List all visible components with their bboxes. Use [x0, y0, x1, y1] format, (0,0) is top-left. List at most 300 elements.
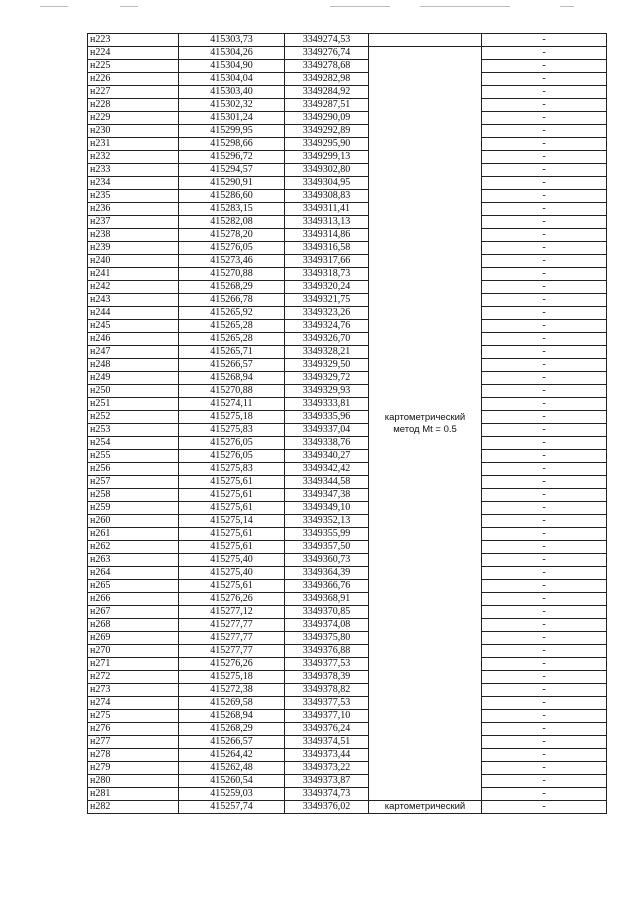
y-coordinate-cell: 3349304,95	[285, 177, 369, 190]
y-coordinate-cell: 3349377,10	[285, 710, 369, 723]
x-coordinate-cell: 415265,28	[179, 333, 285, 346]
y-coordinate-cell: 3349329,72	[285, 372, 369, 385]
table-row	[88, 177, 607, 190]
y-coordinate-cell: 3349373,22	[285, 762, 369, 775]
error-value-cell: -	[482, 463, 607, 476]
point-name-cell: н231	[88, 138, 179, 151]
table-row	[88, 788, 607, 801]
point-name-cell: н273	[88, 684, 179, 697]
y-coordinate-cell: 3349377,53	[285, 697, 369, 710]
point-name-cell: н244	[88, 307, 179, 320]
method-note: метод Mt = 0.5	[393, 423, 457, 435]
point-name-cell: н237	[88, 216, 179, 229]
table-row	[88, 164, 607, 177]
y-coordinate-cell: 3349373,87	[285, 775, 369, 788]
y-coordinate-cell: 3349282,98	[285, 73, 369, 86]
x-coordinate-cell: 415290,91	[179, 177, 285, 190]
x-coordinate-cell: 415277,77	[179, 619, 285, 632]
point-name-cell: н229	[88, 112, 179, 125]
error-value-cell: -	[482, 60, 607, 73]
x-coordinate-cell: 415277,77	[179, 645, 285, 658]
y-coordinate-cell: 3349349,10	[285, 502, 369, 515]
point-name-cell: н232	[88, 151, 179, 164]
x-coordinate-cell: 415260,54	[179, 775, 285, 788]
point-name-cell: н239	[88, 242, 179, 255]
point-name-cell: н271	[88, 658, 179, 671]
y-coordinate-cell: 3349377,53	[285, 658, 369, 671]
point-name-cell: н275	[88, 710, 179, 723]
point-name-cell: н246	[88, 333, 179, 346]
x-coordinate-cell: 415268,94	[179, 710, 285, 723]
table-row	[88, 255, 607, 268]
error-value-cell: -	[482, 164, 607, 177]
point-name-cell: н245	[88, 320, 179, 333]
y-coordinate-cell: 3349376,02	[285, 801, 369, 814]
error-value-cell: -	[482, 749, 607, 762]
x-coordinate-cell: 415265,71	[179, 346, 285, 359]
y-coordinate-cell: 3349276,74	[285, 47, 369, 60]
y-coordinate-cell: 3349318,73	[285, 268, 369, 281]
x-coordinate-cell: 415262,48	[179, 762, 285, 775]
point-name-cell: н242	[88, 281, 179, 294]
x-coordinate-cell: 415266,57	[179, 359, 285, 372]
error-value-cell: -	[482, 619, 607, 632]
error-value-cell: -	[482, 801, 607, 814]
point-name-cell: н225	[88, 60, 179, 73]
table-row	[88, 554, 607, 567]
error-value-cell: -	[482, 177, 607, 190]
x-coordinate-cell: 415303,73	[179, 34, 285, 47]
error-value-cell: -	[482, 736, 607, 749]
x-coordinate-cell: 415269,58	[179, 697, 285, 710]
y-coordinate-cell: 3349337,04	[285, 424, 369, 437]
point-name-cell: н281	[88, 788, 179, 801]
table-row	[88, 710, 607, 723]
error-value-cell: -	[482, 151, 607, 164]
table-row	[88, 294, 607, 307]
coordinates-table	[87, 33, 607, 814]
point-name-cell: н228	[88, 99, 179, 112]
y-coordinate-cell: 3349352,13	[285, 515, 369, 528]
point-name-cell: н257	[88, 476, 179, 489]
x-coordinate-cell: 415286,60	[179, 190, 285, 203]
table-row	[88, 606, 607, 619]
y-coordinate-cell: 3349320,24	[285, 281, 369, 294]
table-row	[88, 385, 607, 398]
error-value-cell: -	[482, 723, 607, 736]
table-row	[88, 580, 607, 593]
y-coordinate-cell: 3349366,76	[285, 580, 369, 593]
table-row	[88, 632, 607, 645]
y-coordinate-cell: 3349321,75	[285, 294, 369, 307]
y-coordinate-cell: 3349328,21	[285, 346, 369, 359]
x-coordinate-cell: 415282,08	[179, 216, 285, 229]
x-coordinate-cell: 415275,18	[179, 671, 285, 684]
error-value-cell: -	[482, 320, 607, 333]
x-coordinate-cell: 415276,05	[179, 242, 285, 255]
table-row	[88, 723, 607, 736]
point-name-cell: н256	[88, 463, 179, 476]
table-row	[88, 437, 607, 450]
x-coordinate-cell: 415276,26	[179, 593, 285, 606]
point-name-cell: н272	[88, 671, 179, 684]
table-row	[88, 502, 607, 515]
error-value-cell: -	[482, 762, 607, 775]
error-value-cell: -	[482, 411, 607, 424]
x-coordinate-cell: 415275,61	[179, 580, 285, 593]
y-coordinate-cell: 3349278,68	[285, 60, 369, 73]
y-coordinate-cell: 3349324,76	[285, 320, 369, 333]
method-cell-last	[369, 801, 482, 814]
error-value-cell: -	[482, 593, 607, 606]
table-row	[88, 203, 607, 216]
y-coordinate-cell: 3349376,88	[285, 645, 369, 658]
table-row	[88, 125, 607, 138]
x-coordinate-cell: 415302,32	[179, 99, 285, 112]
x-coordinate-cell: 415277,77	[179, 632, 285, 645]
y-coordinate-cell: 3349295,90	[285, 138, 369, 151]
x-coordinate-cell: 415270,88	[179, 268, 285, 281]
table-row	[88, 593, 607, 606]
error-value-cell: -	[482, 775, 607, 788]
point-name-cell: н262	[88, 541, 179, 554]
point-name-cell: н263	[88, 554, 179, 567]
x-coordinate-cell: 415275,61	[179, 489, 285, 502]
y-coordinate-cell: 3349376,24	[285, 723, 369, 736]
table-row	[88, 671, 607, 684]
x-coordinate-cell: 415299,95	[179, 125, 285, 138]
table-row	[88, 372, 607, 385]
error-value-cell: -	[482, 268, 607, 281]
x-coordinate-cell: 415277,12	[179, 606, 285, 619]
x-coordinate-cell: 415266,78	[179, 294, 285, 307]
table-row	[88, 281, 607, 294]
x-coordinate-cell: 415259,03	[179, 788, 285, 801]
y-coordinate-cell: 3349378,82	[285, 684, 369, 697]
x-coordinate-cell: 415268,29	[179, 281, 285, 294]
table-row	[88, 190, 607, 203]
error-value-cell: -	[482, 476, 607, 489]
x-coordinate-cell: 415298,66	[179, 138, 285, 151]
error-value-cell: -	[482, 450, 607, 463]
point-name-cell: н268	[88, 619, 179, 632]
point-name-cell: н248	[88, 359, 179, 372]
table-row	[88, 268, 607, 281]
error-value-cell: -	[482, 502, 607, 515]
error-value-cell: -	[482, 203, 607, 216]
x-coordinate-cell: 415265,28	[179, 320, 285, 333]
y-coordinate-cell: 3349316,58	[285, 242, 369, 255]
error-value-cell: -	[482, 346, 607, 359]
x-coordinate-cell: 415275,61	[179, 502, 285, 515]
point-name-cell: н234	[88, 177, 179, 190]
point-name-cell: н226	[88, 73, 179, 86]
point-name-cell: н258	[88, 489, 179, 502]
y-coordinate-cell: 3349368,91	[285, 593, 369, 606]
table-row	[88, 528, 607, 541]
table-row	[88, 463, 607, 476]
x-coordinate-cell: 415275,61	[179, 541, 285, 554]
y-coordinate-cell: 3349329,50	[285, 359, 369, 372]
table-row	[88, 489, 607, 502]
point-name-cell: н265	[88, 580, 179, 593]
y-coordinate-cell: 3349274,53	[285, 34, 369, 47]
error-value-cell: -	[482, 294, 607, 307]
x-coordinate-cell: 415304,90	[179, 60, 285, 73]
error-value-cell: -	[482, 125, 607, 138]
error-value-cell: -	[482, 424, 607, 437]
y-coordinate-cell: 3349335,96	[285, 411, 369, 424]
x-coordinate-cell: 415278,20	[179, 229, 285, 242]
method-label-last: картометрический	[384, 801, 466, 812]
point-name-cell: н254	[88, 437, 179, 450]
y-coordinate-cell: 3349317,66	[285, 255, 369, 268]
point-name-cell: н274	[88, 697, 179, 710]
point-name-cell: н223	[88, 34, 179, 47]
point-name-cell: н230	[88, 125, 179, 138]
x-coordinate-cell: 415273,46	[179, 255, 285, 268]
table-row	[88, 749, 607, 762]
error-value-cell: -	[482, 554, 607, 567]
table-row	[88, 697, 607, 710]
x-coordinate-cell: 415275,40	[179, 567, 285, 580]
x-coordinate-cell: 415268,94	[179, 372, 285, 385]
error-value-cell: -	[482, 47, 607, 60]
table-row	[88, 60, 607, 73]
error-value-cell: -	[482, 255, 607, 268]
x-coordinate-cell: 415274,11	[179, 398, 285, 411]
table-row	[88, 320, 607, 333]
table-row	[88, 645, 607, 658]
x-coordinate-cell: 415270,88	[179, 385, 285, 398]
table-row	[88, 450, 607, 463]
y-coordinate-cell: 3349364,39	[285, 567, 369, 580]
table-row	[88, 229, 607, 242]
y-coordinate-cell: 3349287,51	[285, 99, 369, 112]
y-coordinate-cell: 3349302,80	[285, 164, 369, 177]
error-value-cell: -	[482, 567, 607, 580]
point-name-cell: н277	[88, 736, 179, 749]
error-value-cell: -	[482, 645, 607, 658]
table-row	[88, 73, 607, 86]
scan-artifact-marks	[0, 6, 640, 10]
table-row	[88, 476, 607, 489]
error-value-cell: -	[482, 307, 607, 320]
error-value-cell: -	[482, 684, 607, 697]
error-value-cell: -	[482, 632, 607, 645]
y-coordinate-cell: 3349373,44	[285, 749, 369, 762]
error-value-cell: -	[482, 398, 607, 411]
error-value-cell: -	[482, 697, 607, 710]
error-value-cell: -	[482, 580, 607, 593]
table-row	[88, 333, 607, 346]
table-row	[88, 398, 607, 411]
y-coordinate-cell: 3349378,39	[285, 671, 369, 684]
error-value-cell: -	[482, 606, 607, 619]
x-coordinate-cell: 415266,57	[179, 736, 285, 749]
y-coordinate-cell: 3349357,50	[285, 541, 369, 554]
error-value-cell: -	[482, 385, 607, 398]
error-value-cell: -	[482, 112, 607, 125]
x-coordinate-cell: 415303,40	[179, 86, 285, 99]
table-row	[88, 801, 607, 814]
point-name-cell: н247	[88, 346, 179, 359]
error-value-cell: -	[482, 372, 607, 385]
error-value-cell: -	[482, 281, 607, 294]
point-name-cell: н278	[88, 749, 179, 762]
point-name-cell: н253	[88, 424, 179, 437]
error-value-cell: -	[482, 359, 607, 372]
x-coordinate-cell: 415268,29	[179, 723, 285, 736]
x-coordinate-cell: 415276,05	[179, 437, 285, 450]
x-coordinate-cell: 415296,72	[179, 151, 285, 164]
y-coordinate-cell: 3349338,76	[285, 437, 369, 450]
point-name-cell: н259	[88, 502, 179, 515]
point-name-cell: н260	[88, 515, 179, 528]
error-value-cell: -	[482, 515, 607, 528]
error-value-cell: -	[482, 333, 607, 346]
table-row	[88, 151, 607, 164]
table-row	[88, 736, 607, 749]
table-row	[88, 34, 607, 47]
x-coordinate-cell: 415275,18	[179, 411, 285, 424]
error-value-cell: -	[482, 99, 607, 112]
x-coordinate-cell: 415276,05	[179, 450, 285, 463]
x-coordinate-cell: 415275,83	[179, 424, 285, 437]
point-name-cell: н261	[88, 528, 179, 541]
method-cell-empty	[369, 34, 482, 47]
point-name-cell: н233	[88, 164, 179, 177]
point-name-cell: н252	[88, 411, 179, 424]
error-value-cell: -	[482, 216, 607, 229]
table-row	[88, 515, 607, 528]
error-value-cell: -	[482, 788, 607, 801]
point-name-cell: н241	[88, 268, 179, 281]
table-row	[88, 619, 607, 632]
table-row	[88, 658, 607, 671]
error-value-cell: -	[482, 34, 607, 47]
point-name-cell: н240	[88, 255, 179, 268]
coordinates-table-body	[88, 34, 607, 814]
error-value-cell: -	[482, 229, 607, 242]
x-coordinate-cell: 415264,42	[179, 749, 285, 762]
table-row	[88, 346, 607, 359]
error-value-cell: -	[482, 138, 607, 151]
y-coordinate-cell: 3349360,73	[285, 554, 369, 567]
point-name-cell: н238	[88, 229, 179, 242]
x-coordinate-cell: 415275,83	[179, 463, 285, 476]
point-name-cell: н250	[88, 385, 179, 398]
table-row	[88, 99, 607, 112]
table-row	[88, 541, 607, 554]
y-coordinate-cell: 3349333,81	[285, 398, 369, 411]
point-name-cell: н227	[88, 86, 179, 99]
y-coordinate-cell: 3349313,13	[285, 216, 369, 229]
y-coordinate-cell: 3349374,08	[285, 619, 369, 632]
table-row	[88, 138, 607, 151]
x-coordinate-cell: 415265,92	[179, 307, 285, 320]
y-coordinate-cell: 3349355,99	[285, 528, 369, 541]
x-coordinate-cell: 415272,38	[179, 684, 285, 697]
point-name-cell: н282	[88, 801, 179, 814]
x-coordinate-cell: 415304,26	[179, 47, 285, 60]
table-row	[88, 307, 607, 320]
point-name-cell: н267	[88, 606, 179, 619]
y-coordinate-cell: 3349374,73	[285, 788, 369, 801]
error-value-cell: -	[482, 658, 607, 671]
point-name-cell: н236	[88, 203, 179, 216]
table-row	[88, 112, 607, 125]
error-value-cell: -	[482, 86, 607, 99]
y-coordinate-cell: 3349374,51	[285, 736, 369, 749]
point-name-cell: н276	[88, 723, 179, 736]
y-coordinate-cell: 3349347,38	[285, 489, 369, 502]
y-coordinate-cell: 3349340,27	[285, 450, 369, 463]
point-name-cell: н264	[88, 567, 179, 580]
y-coordinate-cell: 3349292,89	[285, 125, 369, 138]
y-coordinate-cell: 3349314,86	[285, 229, 369, 242]
method-label: картометрический	[384, 411, 466, 423]
x-coordinate-cell: 415257,74	[179, 801, 285, 814]
x-coordinate-cell: 415275,61	[179, 528, 285, 541]
error-value-cell: -	[482, 528, 607, 541]
x-coordinate-cell: 415294,57	[179, 164, 285, 177]
error-value-cell: -	[482, 437, 607, 450]
error-value-cell: -	[482, 541, 607, 554]
point-name-cell: н279	[88, 762, 179, 775]
y-coordinate-cell: 3349284,92	[285, 86, 369, 99]
x-coordinate-cell: 415283,15	[179, 203, 285, 216]
x-coordinate-cell: 415275,14	[179, 515, 285, 528]
table-row	[88, 47, 607, 60]
point-name-cell: н280	[88, 775, 179, 788]
table-row	[88, 424, 607, 437]
point-name-cell: н249	[88, 372, 179, 385]
table-row	[88, 775, 607, 788]
point-name-cell: н255	[88, 450, 179, 463]
error-value-cell: -	[482, 73, 607, 86]
error-value-cell: -	[482, 710, 607, 723]
x-coordinate-cell: 415276,26	[179, 658, 285, 671]
y-coordinate-cell: 3349375,80	[285, 632, 369, 645]
y-coordinate-cell: 3349290,09	[285, 112, 369, 125]
method-cell	[369, 47, 482, 801]
table-row	[88, 684, 607, 697]
y-coordinate-cell: 3349311,41	[285, 203, 369, 216]
table-row	[88, 86, 607, 99]
error-value-cell: -	[482, 489, 607, 502]
x-coordinate-cell: 415275,40	[179, 554, 285, 567]
x-coordinate-cell: 415275,61	[179, 476, 285, 489]
table-row	[88, 242, 607, 255]
point-name-cell: н243	[88, 294, 179, 307]
x-coordinate-cell: 415304,04	[179, 73, 285, 86]
error-value-cell: -	[482, 242, 607, 255]
y-coordinate-cell: 3349329,93	[285, 385, 369, 398]
y-coordinate-cell: 3349323,26	[285, 307, 369, 320]
point-name-cell: н224	[88, 47, 179, 60]
point-name-cell: н251	[88, 398, 179, 411]
table-row	[88, 359, 607, 372]
point-name-cell: н270	[88, 645, 179, 658]
x-coordinate-cell: 415301,24	[179, 112, 285, 125]
y-coordinate-cell: 3349370,85	[285, 606, 369, 619]
point-name-cell: н235	[88, 190, 179, 203]
y-coordinate-cell: 3349308,83	[285, 190, 369, 203]
error-value-cell: -	[482, 190, 607, 203]
y-coordinate-cell: 3349299,13	[285, 151, 369, 164]
table-row	[88, 567, 607, 580]
